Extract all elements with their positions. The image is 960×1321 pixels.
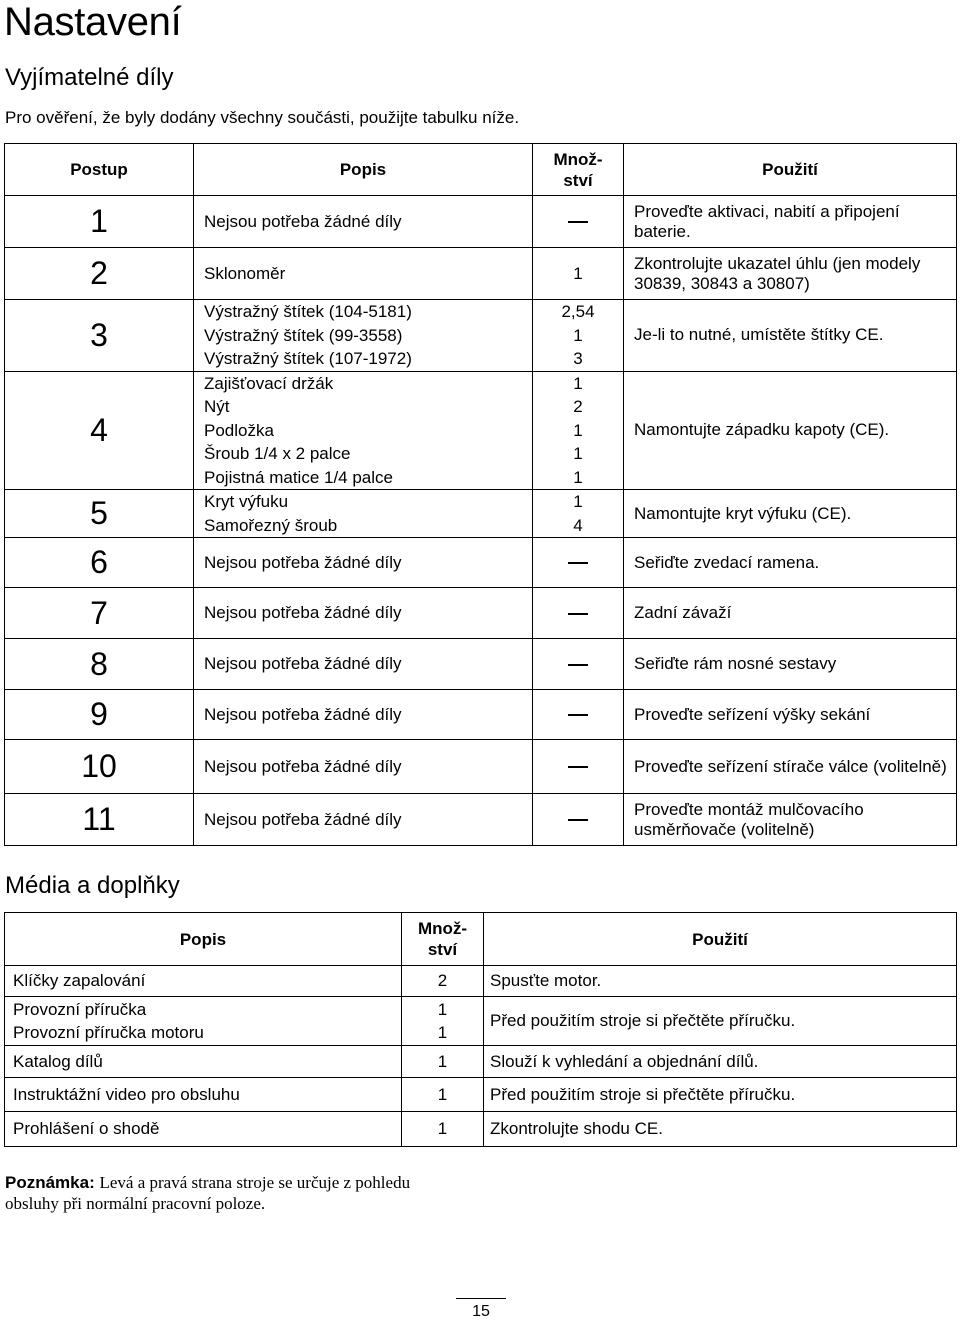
page-number: 15 [472,1303,490,1320]
note-label: Poznámka: [5,1173,95,1192]
item-usage: Před použitím stroje si přečtěte příručku. [484,1078,957,1112]
table-row [5,794,957,846]
dash [568,221,588,223]
quantity-value: 3 [573,349,583,368]
item-name: Provozní příručka [13,999,147,1019]
part-description [194,588,533,639]
part-quantity [533,538,624,588]
quantity-value [533,601,623,625]
part-name: Samořezný šroub [204,515,338,535]
step-number: 8 [5,639,194,690]
part-name: Nýt [204,397,230,416]
step-number: 5 [5,490,194,538]
quantity-value: 4 [573,515,583,535]
note [5,1172,410,1214]
part-description [194,196,533,248]
part-name: Nejsou potřeba žádné díly [204,211,402,231]
header-qty: Množ- ství [533,144,624,196]
item-usage: Slouží k vyhledání a objednání dílů. [484,1046,957,1078]
part-quantity [533,639,624,690]
quantity-value: 1 [573,444,583,463]
part-name: Kryt výfuku [204,492,289,511]
item-description [5,1112,402,1147]
item-name: Provozní příručka motoru [13,1023,204,1042]
part-quantity [533,588,624,639]
part-name: Pojistná matice 1/4 palce [204,467,393,487]
step-number: 9 [5,690,194,740]
part-usage: Seřiďte rám nosné sestavy [624,639,957,690]
item-name: Klíčky zapalování [13,971,146,991]
quantity-value: 1 [437,999,448,1019]
quantity-value: 1 [573,492,583,511]
table-row [5,248,957,300]
part-quantity [533,740,624,794]
table-row [5,1046,957,1078]
part-usage: Namontujte západku kapoty (CE). [624,371,957,490]
part-usage: Namontujte kryt výfuku (CE). [624,490,957,538]
item-description [5,966,402,997]
part-usage: Proveďte seřízení výšky sekání [624,690,957,740]
part-name: Podložka [204,420,274,440]
table-row [5,196,957,248]
table-row [5,371,957,490]
part-name: Nejsou potřeba žádné díly [204,552,402,572]
part-name: Nejsou potřeba žádné díly [204,704,402,724]
header-use: Použití [624,144,957,196]
part-quantity [533,794,624,846]
item-name: Instruktážní video pro obsluhu [13,1084,240,1104]
part-description [194,690,533,740]
item-description [5,1078,402,1112]
part-description [194,490,533,538]
part-name: Nejsou potřeba žádné díly [204,756,402,776]
dash [568,714,588,716]
part-usage: Je-li to nutné, umístěte štítky CE. [624,300,957,372]
item-quantity [402,1046,484,1078]
table-row [5,1112,957,1147]
part-usage: Proveďte montáž mulčovacího usměrňovače (volitelně) [624,794,957,846]
quantity-value: 1 [437,1084,448,1104]
part-usage: Proveďte seřízení stírače válce (volitelně) [624,740,957,794]
quantity-value [533,703,623,727]
item-name: Prohlášení o shodě [13,1119,160,1139]
quantity-value [533,210,623,234]
item-quantity [402,1078,484,1112]
table-row [5,1078,957,1112]
section-heading-removable-parts: Vyjímatelné díly [5,64,174,91]
part-description [194,248,533,300]
quantity-value [533,808,623,832]
step-number: 11 [5,794,194,846]
step-number: 2 [5,248,194,300]
part-description [194,371,533,490]
item-quantity [402,997,484,1046]
quantity-value: 1 [437,1023,448,1042]
table-row [5,300,957,372]
quantity-value: 1 [437,1051,448,1071]
parts-table [4,143,957,846]
quantity-value: 1 [573,325,583,345]
media-table [4,912,957,1147]
quantity-value: 1 [573,373,583,393]
header-use: Použití [484,913,957,966]
part-quantity [533,490,624,538]
quantity-value: 2 [437,971,448,991]
item-quantity [402,966,484,997]
quantity-value [533,652,623,676]
quantity-value: 1 [573,467,583,487]
table-row [5,966,957,997]
dash [568,562,588,564]
header-step: Postup [5,144,194,196]
step-number: 1 [5,196,194,248]
part-name: Zajišťovací držák [204,373,334,393]
step-number: 4 [5,371,194,490]
item-usage: Zkontrolujte shodu CE. [484,1112,957,1147]
quantity-value: 1 [437,1119,448,1139]
part-usage: Zkontrolujte ukazatel úhlu (jen modely 30839, 30843 a 30807) [624,248,957,300]
part-usage: Seřiďte zvedací ramena. [624,538,957,588]
media-table-body [5,966,957,1147]
quantity-value: 2,54 [561,302,595,321]
part-name: Sklonoměr [204,263,286,283]
step-number: 10 [5,740,194,794]
dash [568,766,588,768]
part-name: Šroub 1/4 x 2 palce [204,444,351,463]
item-name: Katalog dílů [13,1051,103,1071]
page-title: Nastavení [4,0,182,44]
part-name: Výstražný štítek (99-3558) [204,325,403,345]
item-usage: Před použitím stroje si přečtěte příručku. [484,997,957,1046]
dash [568,613,588,615]
part-name: Výstražný štítek (104-5181) [204,302,412,321]
part-usage: Zadní závaží [624,588,957,639]
section-heading-media: Média a doplňky [5,872,180,899]
part-quantity [533,300,624,372]
table-row [5,997,957,1046]
part-name: Nejsou potřeba žádné díly [204,603,402,623]
part-name: Nejsou potřeba žádné díly [204,654,402,674]
quantity-value: 1 [573,420,583,440]
part-quantity [533,371,624,490]
part-description [194,538,533,588]
part-name: Nejsou potřeba žádné díly [204,809,402,829]
intro-text: Pro ověření, že byly dodány všechny součásti, použijte tabulku níže. [5,108,520,127]
quantity-value [533,755,623,779]
header-desc: Popis [194,144,533,196]
part-quantity [533,690,624,740]
note-line2: obsluhy při normální pracovní poloze. [5,1194,266,1213]
item-quantity [402,1112,484,1147]
part-description [194,740,533,794]
note-line1: Levá a pravá strana stroje se určuje z pohledu [99,1173,411,1192]
header-qty: Množ- ství [402,913,484,966]
table-row [5,588,957,639]
part-description [194,794,533,846]
table-row [5,538,957,588]
part-quantity [533,248,624,300]
step-number: 6 [5,538,194,588]
table-row [5,490,957,538]
part-quantity [533,196,624,248]
part-description [194,639,533,690]
quantity-value: 2 [573,397,583,416]
table-row [5,690,957,740]
page-number-rule [456,1298,506,1299]
quantity-value [533,551,623,575]
part-name: Výstražný štítek (107-1972) [204,349,412,368]
quantity-value: 1 [573,263,583,283]
table-row [5,639,957,690]
item-usage: Spusťte motor. [484,966,957,997]
part-usage: Proveďte aktivaci, nabití a připojení baterie. [624,196,957,248]
step-number: 3 [5,300,194,372]
table-row [5,740,957,794]
dash [568,664,588,666]
dash [568,819,588,821]
item-description [5,1046,402,1078]
step-number: 7 [5,588,194,639]
parts-table-body [5,196,957,846]
part-description [194,300,533,372]
item-description [5,997,402,1046]
header-desc: Popis [5,913,402,966]
